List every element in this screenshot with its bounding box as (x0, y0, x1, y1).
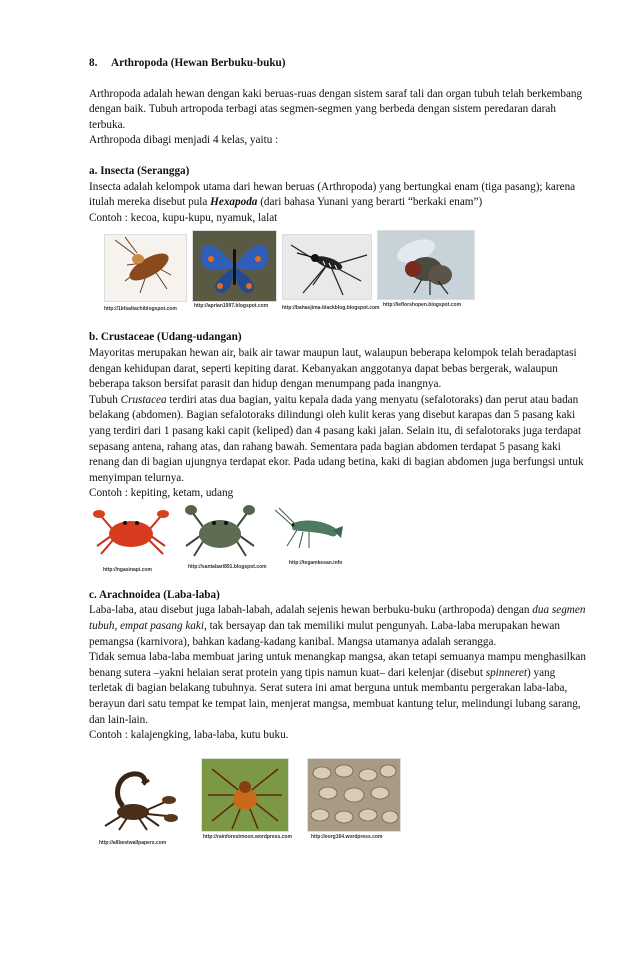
arachnoidea-images (89, 744, 589, 854)
crustaceae-text-b: terdiri atas dua bagian, yaitu kepala dada yang menyatu (sefalotoraks) dan perut atau badan belakang (abdomen). Bagian sefalotoraks dilindungi oleh kulit keras yang disebut karapas dan 5 pasang kaki yang terdiri dari 1 pasang kaki capit (keliped) dan 4 pasang kaki jalan. Selain itu, di sefalotoraks juga terdapat sepasang antena, rahang atas, dan rahang bawah. Sementara pada bagian abdomen terdapat 5 pasang kaki renang dan di bagian ujungnya terdapat ekor. Pada udang betina, kaki di bagian abdomen juga berfungsi untuk menyimpan telurnya. (89, 393, 584, 484)
arachnoidea-paragraph-2 (89, 650, 589, 728)
document-page (89, 56, 589, 854)
intro-paragraph: Arthropoda adalah hewan dengan kaki beruas-ruas dengan sistem saraf tali dan organ tubuh telah berkembang dengan baik. Tubuh artropoda terbagi atas segmen-segmen yang berbeda dengan sistem peredaran darah terbuka. (89, 87, 583, 131)
image-source: http://tegamkesan.info (289, 559, 343, 566)
section-title: Arthropoda (Hewan Berbuku-buku) (111, 57, 286, 69)
insecta-paragraph (89, 180, 589, 211)
crustaceae-title: b. Crustaceae (Udang-udangan) (89, 331, 242, 344)
arachnoidea-text-em: dua segmen tubuh, empat pasang kaki (89, 604, 586, 633)
arachnoidea-title: c. Arachnoidea (Laba-laba) (89, 588, 220, 601)
section-heading (89, 56, 589, 72)
crustaceae-text-em: Crustacea (120, 393, 167, 406)
arachnoidea-text-b: , tak bersayap dan tak memiliki mulut pengunyah. Laba-laba merupakan hewan pemangsa (karnivora), bahkan kadang-kadang kanibal. Mangsa utamanya adalah serangga. (89, 620, 560, 648)
image-source: http://1bfsaltachiblogspot.com (104, 306, 177, 313)
crustaceae-text-a: Tubuh (89, 393, 121, 406)
intro-classes: Arthropoda dibagi menjadi 4 kelas, yaitu : (89, 134, 279, 147)
image-source: http://rainforestmoon.wordpress.com (203, 833, 292, 840)
arachnoidea-paragraph-1 (89, 603, 589, 650)
arachnoidea-text-a: Laba-laba, atau disebut juga labah-labah, adalah sejenis hewan berbuku-buku (arthropoda) dengan (89, 604, 533, 617)
image-source: http://ngasinapi.com (103, 566, 152, 573)
image-source: http://aprian1997.blogspot.com (194, 303, 269, 310)
insecta-text-em: Hexapoda (210, 196, 258, 209)
crustaceae-example: Contoh : kepiting, ketam, udang (89, 487, 234, 500)
section-number: 8. (89, 57, 98, 69)
crustaceae-paragraph-1: Mayoritas merupakan hewan air, baik air tawar maupun laut, walaupun beberapa kelompok telah beradaptasi dengan kehidupan darat, seperti kepiting darat. Kebanyakan anggotanya dapat bebas bergerak, walaupun beberapa takson bersifat parasit dan hidup dengan menumpang pada inangnya. (89, 346, 577, 391)
image-source: http://santabari891.blogspot.com (188, 563, 267, 570)
arachnoidea-example: Contoh : kalajengking, laba-laba, kutu buku. (89, 729, 289, 742)
insecta-images (89, 226, 589, 318)
insecta-title: a. Insecta (Serangga) (89, 164, 190, 177)
arachnoidea-text-em-2: spinneret (485, 666, 527, 679)
arachnoidea-text-c: Tidak semua laba-laba membuat jaring untuk menangkap mangsa, akan tetapi semuanya mampu menghasilkan benang sutera –yakni helaian serat protein yang tipis namun kuat– dari kelenjar (disebut (89, 651, 586, 679)
image-source: http://eorg164.wordpress.com (311, 833, 383, 840)
insecta-text-a: Insecta adalah kelompok utama dari hewan beruas (Arthropoda) yang bertungkai enam (tiga pasang); karena itulah mereka disebut pula (89, 180, 576, 209)
arachnoidea-text-d: ) yang terletak di bagian belakang tubuhnya. Serat sutera ini amat berguna untuk membantu pergerakan laba-laba, berayun dari satu tempat ke tempat lain, menjerat mangsa, membuat kantung telur, melindungi lubang sarang, dan lain-lain. (89, 666, 581, 726)
insecta-example: Contoh : kecoa, kupu-kupu, nyamuk, lalat (89, 211, 278, 224)
image-source: http://allbestwallpapers.com (99, 839, 167, 846)
image-source: http://leflorshopen.blogspot.com (383, 302, 462, 309)
crustaceae-paragraph-2 (89, 393, 589, 487)
image-source: http://bahasjima-blackblog.blogspot.com (282, 305, 380, 312)
insecta-text-b: (dari bahasa Yunani yang berarti “berkaki enam”) (257, 196, 483, 209)
crustaceae-images (89, 502, 589, 582)
